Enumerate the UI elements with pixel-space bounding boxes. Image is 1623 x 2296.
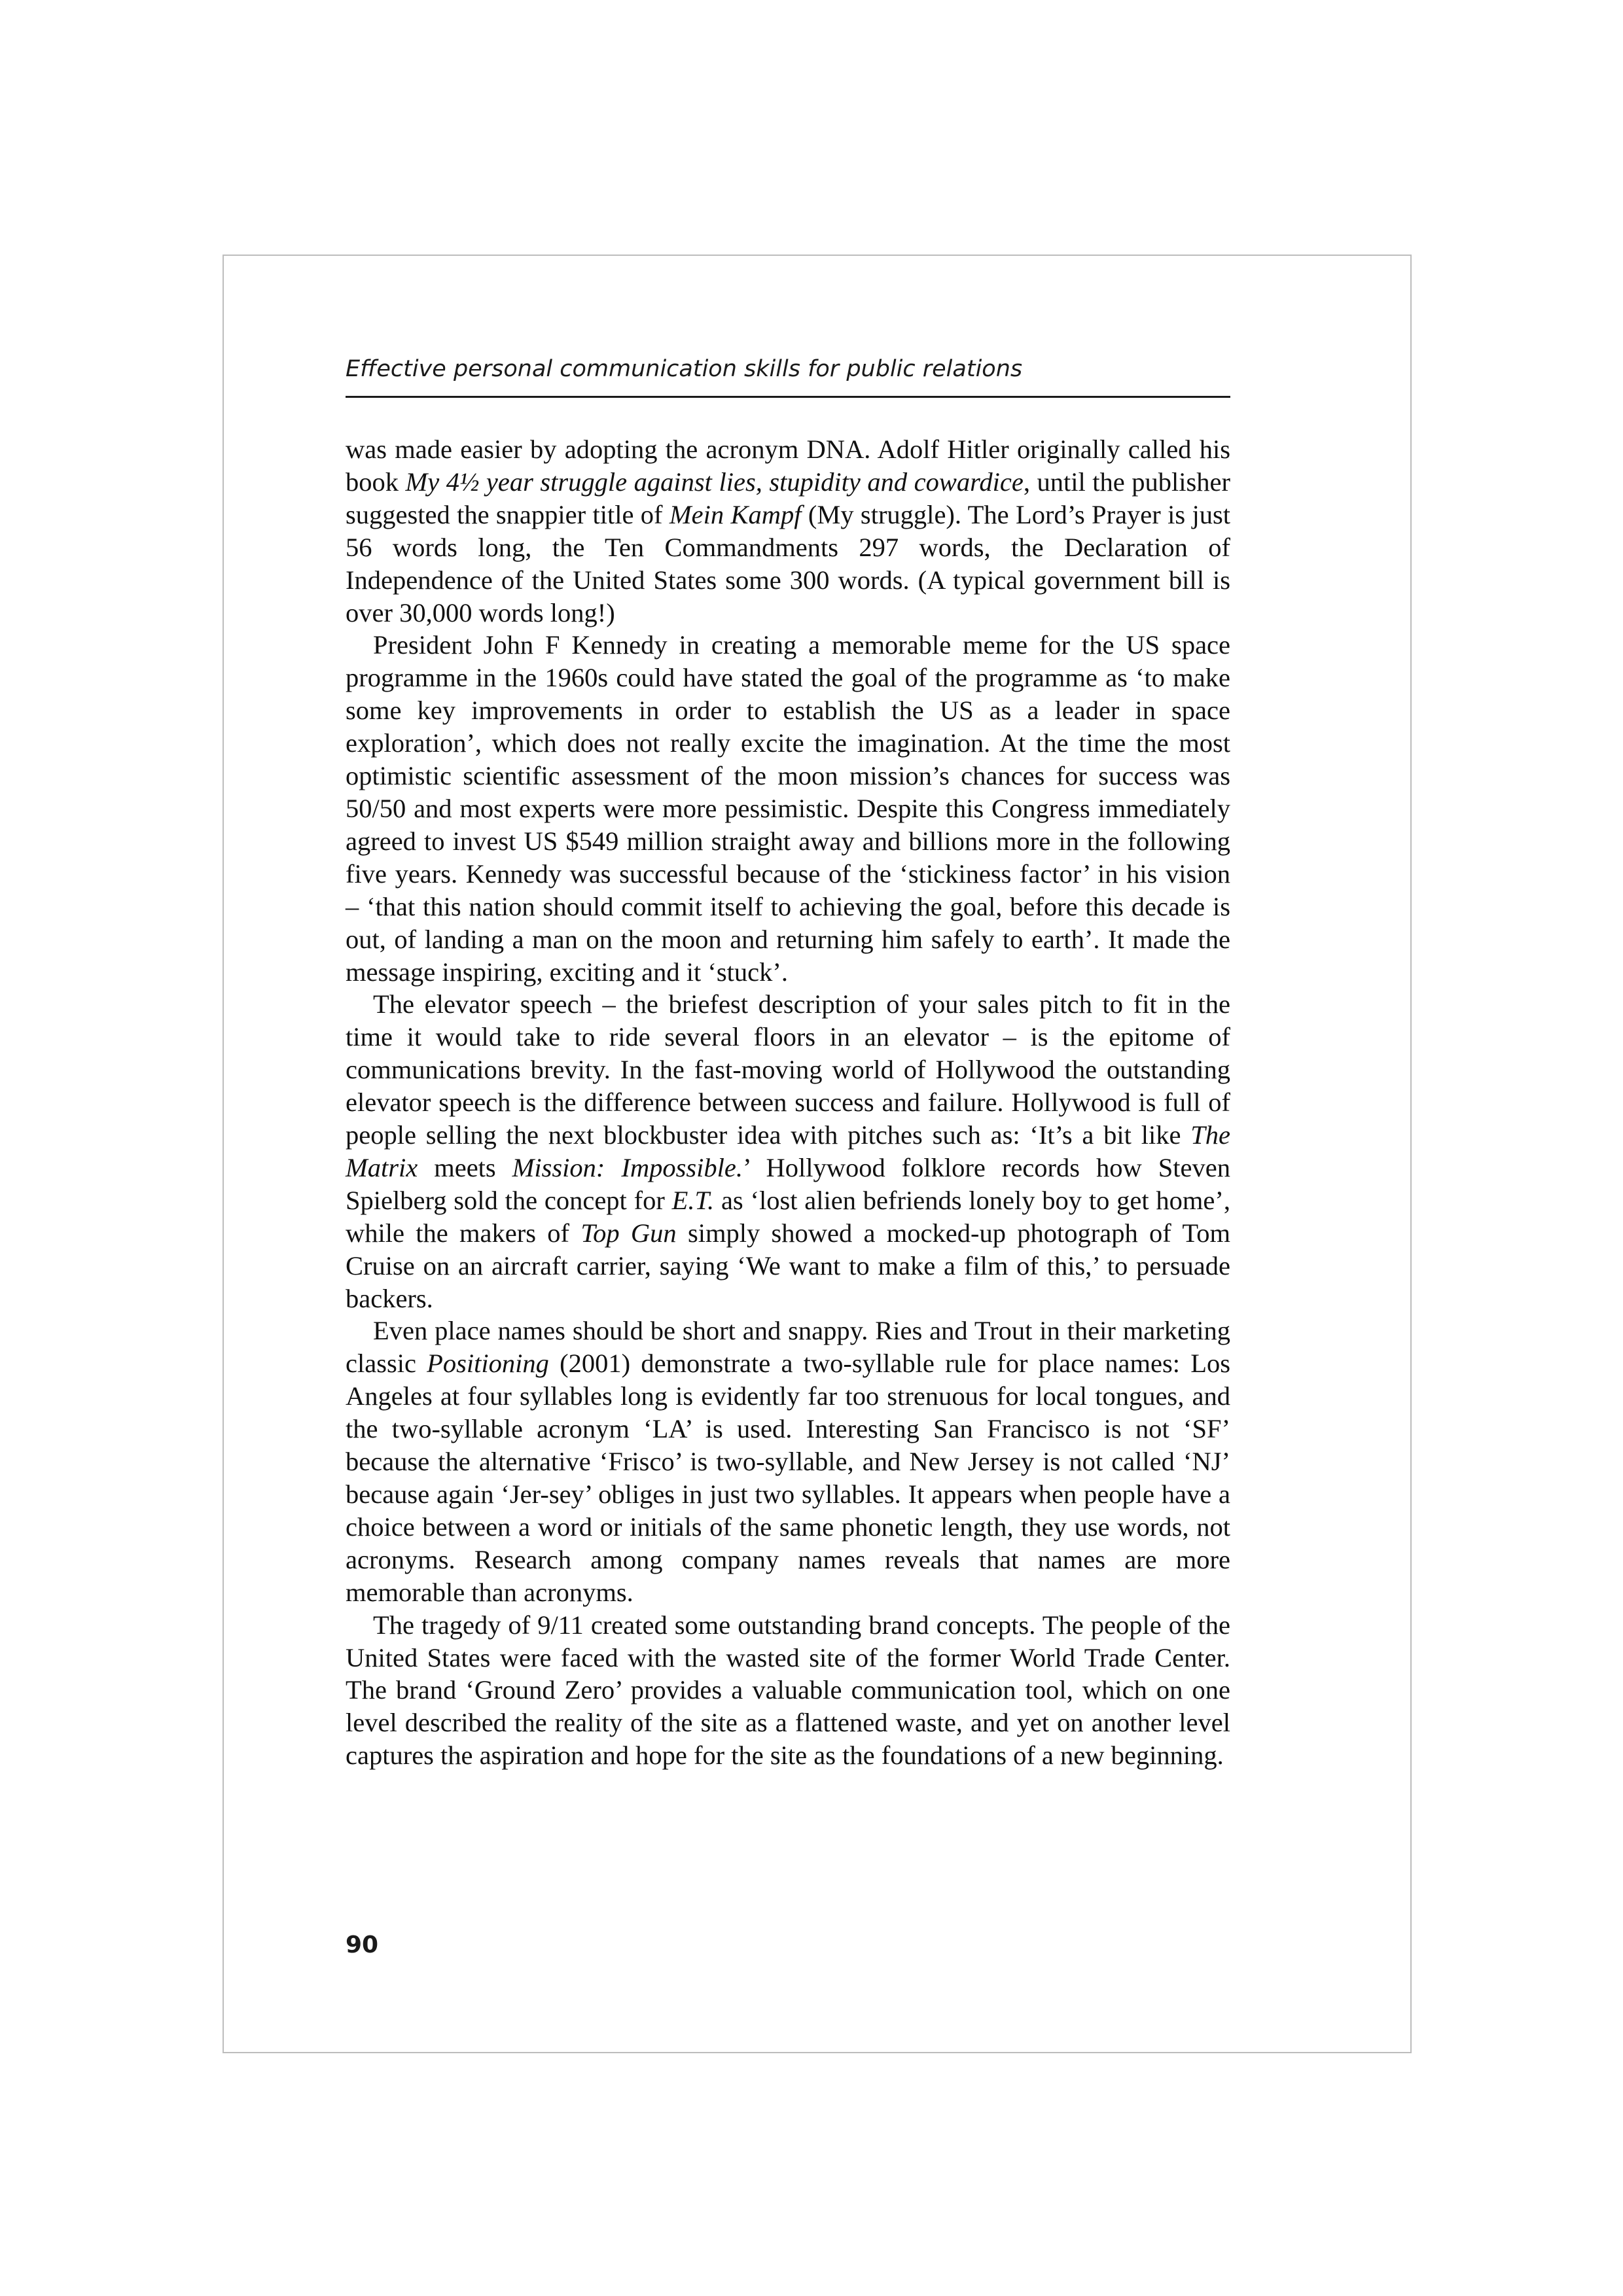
text-run: President John F Kennedy in creating a memorable meme for the US space programme in the 1960s could have stated the goal of the programme as ‘to make some key improvements in order to establish the US as a leader in space exploration’, which does not really excite the imagination. At the time the most optimistic scientific assessment of the moon mission’s chances for success was 50/50 and most experts were more pessimistic. Despite this Congress immediately agreed to invest US $549 million straight away and billions more in the following five years. Kennedy was successful because of the ‘stickiness factor’ in his vision – ‘that this nation should commit itself to achieving the goal, before this decade is out, of landing a man on the moon and returning him safely to earth’. It made the message inspiring, exciting and it ‘stuck’. xyxy=(346,630,1230,987)
paragraph xyxy=(346,1609,1230,1773)
text-run: The tragedy of 9/11 created some outstanding brand concepts. The people of the United States were faced with the wasted site of the former World Trade Center. The brand ‘Ground Zero’ provides a valuable communication tool, which on one level described the reality of the site as a flattened waste, and yet on another level captures the aspiration and hope for the site as the foundations of a new beginning. xyxy=(346,1610,1230,1771)
italic-title: Mein Kampf xyxy=(669,499,802,529)
page-number: 90 xyxy=(346,1932,379,1958)
body-text xyxy=(346,433,1230,1772)
running-head: Effective personal communication skills for public relations xyxy=(346,356,1023,382)
italic-title: The Matrix xyxy=(346,1120,1230,1182)
italic-title: E.T. xyxy=(671,1185,715,1215)
paragraph xyxy=(346,433,1230,629)
text-run: , until the publisher suggested the snappier title of xyxy=(346,467,1230,529)
text-run: as ‘lost alien befriends lonely boy to get home’, while the makers of xyxy=(346,1185,1230,1248)
text-run: (2001) demonstrate a two-syllable rule for place names: Los Angeles at four syllables long is evidently far too strenuous for local tongues, and the two-syllable acronym ‘LA’ is used. Interesting San Francisco is not ‘SF’ because the alternative ‘Frisco’ is two-syllable, and New Jersey is not called ‘NJ’ because again ‘Jer-sey’ obliges in just two syllables. It appears when people have a choice between a word or initials of the same phonetic length, they use words, not acronyms. Research among company names reveals that names are more memorable than acronyms. xyxy=(346,1349,1230,1607)
text-run: meets xyxy=(418,1152,512,1182)
text-run: Even place names should be short and snappy. Ries and Trout in their marketing classic xyxy=(346,1316,1230,1379)
italic-title: Top Gun xyxy=(580,1218,677,1248)
text-run: was made easier by adopting the acronym DNA. Adolf Hitler originally called his book xyxy=(346,434,1230,497)
italic-title: My 4½ year struggle against lies, stupidity and cowardice xyxy=(405,467,1024,497)
text-run: simply showed a mocked-up photograph of Tom Cruise on an aircraft carrier, saying ‘We want to make a film of this,’ to persuade backers. xyxy=(346,1218,1230,1313)
text-run: ’ Hollywood folklore records how Steven Spielberg sold the concept for xyxy=(346,1152,1230,1215)
italic-title: Positioning xyxy=(427,1349,549,1379)
italic-title: Mission: Impossible. xyxy=(512,1152,743,1182)
running-head-rule xyxy=(346,396,1230,398)
paragraph xyxy=(346,1315,1230,1608)
text-run: (My struggle). The Lord’s Prayer is just 56 words long, the Ten Commandments 297 words, the Declaration of Independence of the United States some 300 words. (A typical government bill is over 30,000 words long!) xyxy=(346,499,1230,627)
text-run: The elevator speech – the briefest description of your sales pitch to fit in the time it would take to ride several floors in an elevator – is the epitome of communications brevity. In the fast-moving world of Hollywood the outstanding elevator speech is the difference between success and failure. Hollywood is full of people selling the next blockbuster idea with pitches such as: ‘It’s a bit like xyxy=(346,989,1230,1150)
paragraph xyxy=(346,988,1230,1315)
paragraph xyxy=(346,629,1230,988)
